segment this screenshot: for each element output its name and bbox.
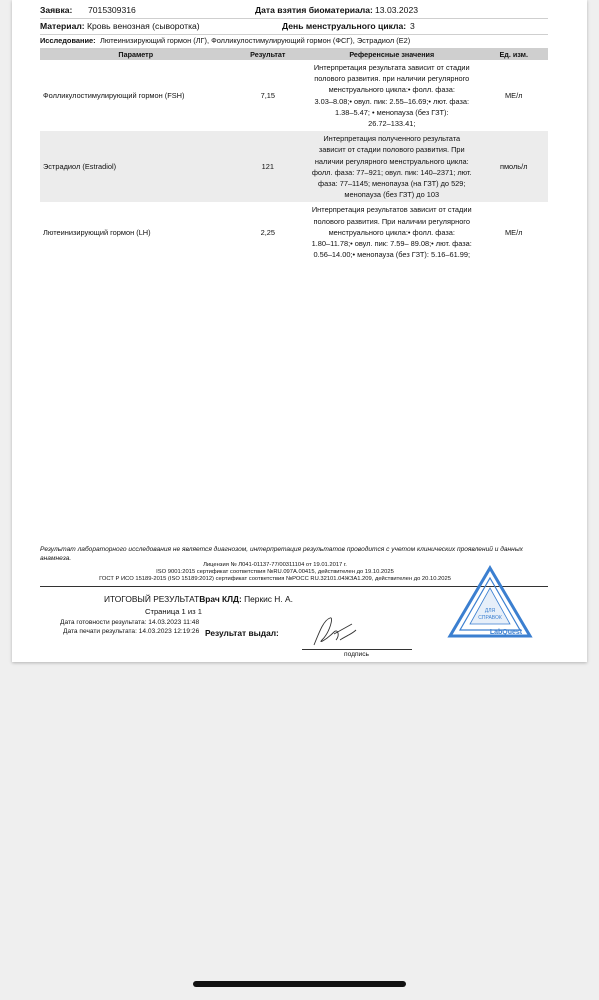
reference-line: полового развития. При наличии регулярного [313,216,470,226]
study-label: Исследование: [40,36,96,45]
license-line: ISO 9001:2015 сертификат соответствия №RU.097А.00415, действителен до 19.10.2025 [156,569,394,576]
stamp-brand: LabQuest [489,629,523,636]
material-row [40,18,548,35]
print-date: Дата печати результата: 14.03.2023 12:19:26 [63,628,200,635]
col-parameter: Параметр [40,49,232,60]
col-result: Результат [232,49,305,60]
reference-line: менструального цикла:• фолл. фаза: [328,227,455,237]
reference-line: Интерпретация результатов зависит от стадии [311,205,472,215]
order-value: 7015309316 [88,5,136,15]
material-value: Кровь венозная (сыворотка) [87,21,200,31]
reference-line: 0.56–14.00;• менопауза (без ГЗТ): 5.16–61.99; [313,250,471,260]
parameter-cell: Эстрадиол (Estradiol) [40,131,232,202]
table-header-row [40,49,548,60]
final-result-row [104,594,293,604]
study-value: Лютеинизирующий гормон (ЛГ), Фолликулостимулирующий гормон (ФСГ), Эстрадиол (Е2) [100,36,411,45]
doctor-label: Врач КЛД: [199,594,242,604]
sample-date-value: 13.03.2023 [375,5,419,15]
ready-date: Дата готовности результата: 14.03.2023 11:48 [60,619,200,626]
license-line: ГОСТ Р ИСО 15189-2015 (ISO 15189:2012) сертификат соответствия №РОСС RU.32101.04ЖЗА1.209, действителен до 20.10.2025 [99,576,451,583]
order-row [40,2,548,19]
disclaimer-text: Результат лабораторного исследования не является диагнозом, интерпретация результатов проводится с учетом клинических проявлений и данных анамнеза. [40,546,523,562]
col-reference: Референсные значения [304,49,479,60]
license-block [40,562,510,584]
parameter-cell: Лютеинизирующий гормон (LH) [43,227,151,237]
reference-cell [304,60,479,131]
final-result-label: ИТОГОВЫЙ РЕЗУЛЬТАТ [104,594,200,604]
parameter-cell: Фолликулостимулирующий гормон (FSH) [43,91,185,101]
cycle-day-value: 3 [410,21,415,31]
license-line: Лицензия № Л041-01137-77/00311104 от 19.01.2017 г. [203,562,347,568]
result-cell: 7,15 [260,91,275,101]
results-table [40,49,548,262]
table-row [40,131,548,202]
issued-by-label: Результат выдал: [205,628,279,638]
reference-line: зависит от стадии полового развития. При [318,145,465,155]
reference-line: 3.03–8.08;• овул. пик: 2.55–16.69;• лют. фаза: [314,96,470,106]
reference-line: 26.72–133.41; [368,119,416,129]
cycle-day-label: День менструального цикла: [282,21,407,31]
reference-line: Интерпретация результата зависит от стадии [313,63,470,72]
reference-line: Интерпретация полученного результата [323,134,461,144]
signature-caption: подпись [344,651,369,658]
result-cell: 121 [232,131,305,202]
unit-cell: пмоль/л [479,131,548,202]
home-indicator[interactable] [193,981,406,987]
unit-cell: МЕ/л [504,227,523,237]
col-unit: Ед. изм. [479,49,548,60]
signature [300,610,370,650]
unit-cell: МЕ/л [504,91,523,101]
page-number: Страница 1 из 1 [145,607,202,616]
labquest-stamp [446,564,534,642]
sample-date-label: Дата взятия биоматериала: [255,5,373,15]
doctor-name: Перкис Н. А. [244,594,293,604]
result-cell: 2,25 [260,227,275,237]
reference-line: полового развития. при наличии регулярного [314,74,470,84]
material-label: Материал: [40,21,85,31]
reference-line: фолл. фаза: 77–921; овул. пик: 140–2371; лют. [311,167,472,177]
table-row [40,202,548,262]
stamp-line2: СПРАВОК [478,615,502,621]
study-row [40,34,548,49]
reference-line: менопауза (без ГЗТ) до 103 [344,190,440,200]
reference-line: 1.80–11.78;• овул. пик: 7.59– 89.08;• лют. фаза: [311,239,472,249]
reference-line: 1.38–5.47; • менопауза (без ГЗТ): [335,107,449,117]
reference-line: менструального цикла:• фолл. фаза: [328,85,455,95]
reference-line: фаза: 77–1145; менопауза (на ГЗТ) до 529; [318,179,466,189]
reference-line: наличии регулярного менструального цикла: [314,156,469,166]
table-row [40,60,548,131]
stamp-line1: ДЛЯ [484,608,496,614]
signature-line [302,649,412,650]
reference-cell [304,202,479,262]
order-label: Заявка: [40,5,73,15]
reference-cell [304,131,479,202]
